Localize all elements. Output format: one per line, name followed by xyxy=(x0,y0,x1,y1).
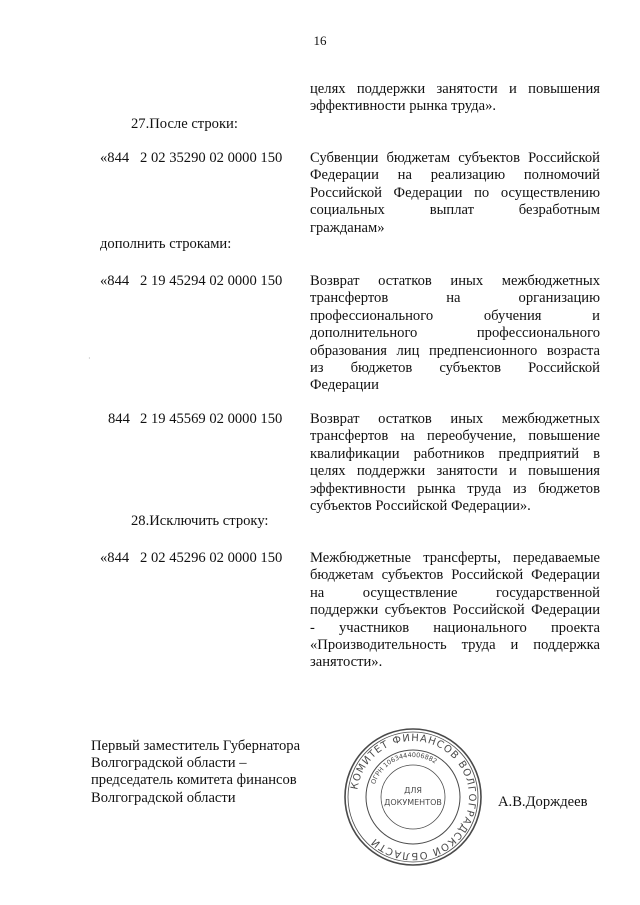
stamp-inner-text: ОГРН 1063444006882 xyxy=(369,750,439,786)
stamp-center-line2: ДОКУМЕНТОВ xyxy=(384,798,442,807)
row1-code xyxy=(100,150,300,167)
top-fragment-line: целях поддержки занятости и повышения xyxy=(310,81,600,97)
row1-description xyxy=(310,150,600,237)
row2-description xyxy=(310,273,600,395)
position-line: Волгоградской области xyxy=(91,789,236,806)
row2-line: образования лиц предпенсионного возраста xyxy=(310,342,600,359)
page-number: 16 xyxy=(313,33,327,48)
official-stamp xyxy=(342,726,484,873)
row4-code xyxy=(100,550,300,567)
row4-line: занятости». xyxy=(310,654,383,671)
row4-line: поддержки субъектов Российской Федерации xyxy=(310,602,600,619)
signatory-name: А.В.Дорждеев xyxy=(498,794,588,810)
row4-line: - участников национального проекта xyxy=(310,619,600,636)
add-rows-label: дополнить строками: xyxy=(100,236,232,252)
row2-line: Федерации xyxy=(310,377,379,394)
row4-line: Межбюджетные трансферты, передаваемые xyxy=(310,550,600,566)
row4-code-value: 2 02 45296 02 0000 150 xyxy=(140,550,283,566)
row2-code xyxy=(100,273,300,290)
row4-prefix: «844 xyxy=(100,550,130,566)
row4-line: «Производительность труда и поддержка xyxy=(310,636,600,653)
row3-line: квалификации работников предприятий в xyxy=(310,445,600,462)
stamp-center-line1: ДЛЯ xyxy=(404,786,422,795)
signatory-position xyxy=(91,738,300,807)
row3-prefix: 844 xyxy=(108,411,130,427)
stamp-seal-icon xyxy=(342,726,484,868)
row2-line: профессионального обучения и xyxy=(310,307,600,324)
row2-line: дополнительного профессионального xyxy=(310,325,600,342)
stamp-outer-text: КОМИТЕТ ФИНАНСОВ ВОЛГОГРАДСКОЙ ОБЛАСТИ xyxy=(349,732,478,862)
row1-line: Субвенции бюджетам субъектов Российской xyxy=(310,150,600,166)
row3-line: трансфертов на переобучение, повышение xyxy=(310,428,600,445)
row3-code xyxy=(100,411,300,428)
row2-line: из бюджетов субъектов Российской xyxy=(310,359,600,376)
row1-line: Федерации на реализацию полномочий xyxy=(310,167,600,184)
row2-code-value: 2 19 45294 02 0000 150 xyxy=(140,273,283,289)
row3-code-value: 2 19 45569 02 0000 150 xyxy=(140,411,283,427)
item-28-label: 28.Исключить строку: xyxy=(131,513,269,529)
item-27-label: 27.После строки: xyxy=(131,116,238,132)
row3-description xyxy=(310,411,600,515)
row1-code-value: 2 02 35290 02 0000 150 xyxy=(140,150,283,166)
margin-mark: · xyxy=(88,354,91,363)
row4-line: на осуществление государственной xyxy=(310,584,600,601)
row1-line: социальных выплат безработным xyxy=(310,202,600,219)
row1-line: Российской Федерации по осуществлению xyxy=(310,184,600,201)
svg-text:ОГРН 1063444006882 xyxy=(369,751,438,785)
row1-line: гражданам» xyxy=(310,219,385,236)
row3-line: Возврат остатков иных межбюджетных xyxy=(310,411,600,427)
row2-line: Возврат остатков иных межбюджетных xyxy=(310,273,600,289)
row1-prefix: «844 xyxy=(100,150,130,166)
top-fragment-line: эффективности рынка труда». xyxy=(310,98,497,115)
row4-line: бюджетам субъектов Российской Федерации xyxy=(310,567,600,584)
position-line: Первый заместитель Губернатора xyxy=(91,738,301,754)
position-line: председатель комитета финансов xyxy=(91,772,297,789)
row2-prefix: «844 xyxy=(100,273,130,289)
row3-line: субъектов Российской Федерации». xyxy=(310,497,531,514)
row4-description xyxy=(310,550,600,672)
row3-line: целях поддержки занятости и повышения xyxy=(310,463,600,480)
row2-line: трансфертов на организацию xyxy=(310,290,600,307)
position-line: Волгоградской области – xyxy=(91,755,247,772)
row3-line: эффективности рынка труда из бюджетов xyxy=(310,480,600,497)
top-fragment xyxy=(310,81,600,116)
